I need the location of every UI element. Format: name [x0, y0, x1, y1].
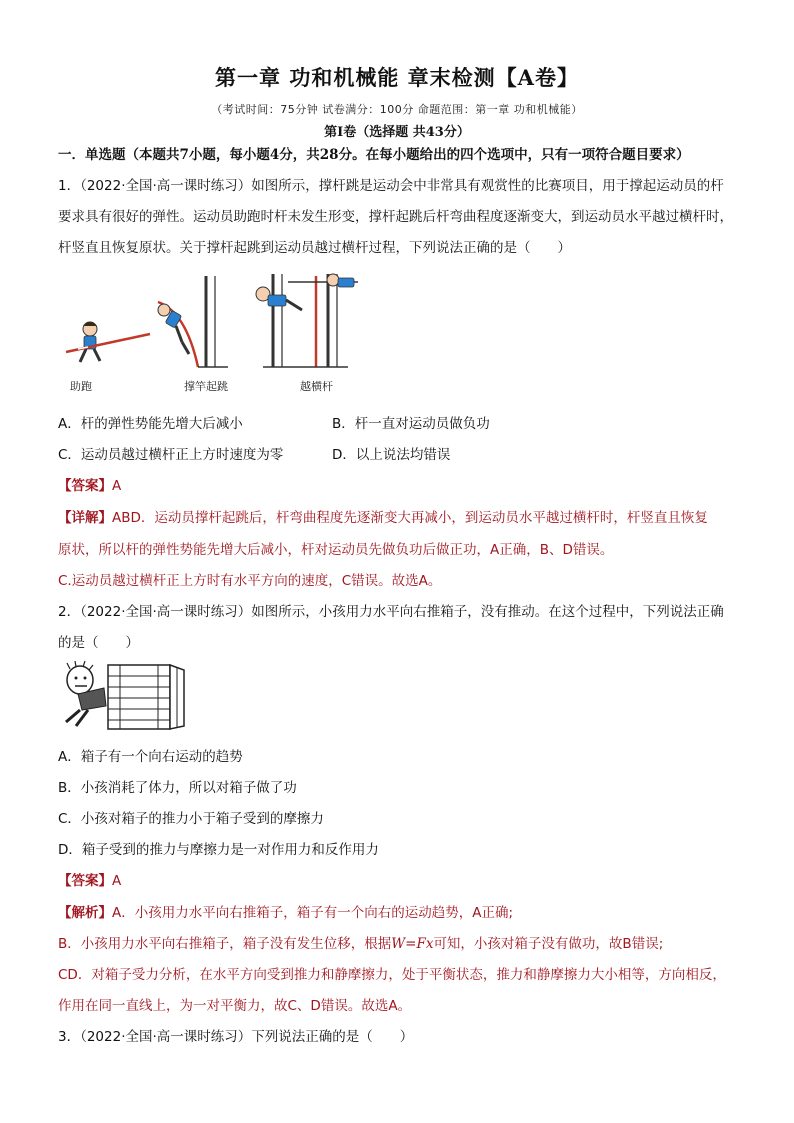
q1-option-a: A．杆的弹性势能先增大后减小 [58, 416, 243, 432]
q2-stem-line-2: 的是（ ） [58, 635, 139, 651]
q1-answer [58, 474, 121, 494]
q1-option-c: C．运动员越过横杆正上方时速度为零 [58, 447, 284, 463]
answer-tag: 【答案】 [58, 873, 112, 889]
child-pushing-box-figure [58, 660, 188, 732]
detail-text-a: B．小孩用力水平向右推箱子，箱子没有发生位移，根据 [58, 936, 392, 952]
q2-answer [58, 869, 121, 889]
q1-stem-line-1: 1．（2022·全国·高一课时练习）如图所示，撑杆跳是运动会中非常具有观赏性的比赛项目，用于撑起运动员的杆 [58, 178, 724, 194]
q1-detail-line-2: 原状，所以杆的弹性势能先增大后减小，杆对运动员先做负功后做正功，A正确，B、D错误。 [58, 542, 614, 558]
figure-label-clearance: 越横杆 [300, 380, 333, 393]
child-illustration [66, 661, 106, 726]
q2-option-a: A．箱子有一个向右运动的趋势 [58, 749, 243, 765]
detail-tag: 【详解】 [58, 510, 112, 526]
crate-illustration [108, 665, 184, 729]
answer-tag: 【答案】 [58, 478, 112, 494]
exam-info: （考试时间：75分钟 试卷满分：100分 命题范围：第一章 功和机械能） [211, 103, 583, 116]
section-heading: 一．单选题（本题共7小题，每小题4分，共28分。在每小题给出的四个选项中，只有一项符合题目要求） [58, 147, 690, 163]
q2-detail-line-1 [58, 901, 513, 921]
answer-value: A [112, 478, 122, 494]
high-bar-illustration-1 [198, 276, 228, 367]
runner-illustration [66, 322, 150, 362]
q2-option-c: C．小孩对箱子的推力小于箱子受到的摩擦力 [58, 811, 324, 827]
detail-tag: 【解析】 [58, 905, 112, 921]
page-title: 第一章 功和机械能 章末检测【A卷】 [215, 65, 579, 90]
q2-option-d: D．箱子受到的推力与摩擦力是一对作用力和反作用力 [58, 842, 379, 858]
q3-stem-line-1: 3．（2022·全国·高一课时练习）下列说法正确的是（ ） [58, 1029, 414, 1045]
answer-value: A [112, 873, 122, 889]
q1-stem-line-3: 杆竖直且恢复原状。关于撑杆起跳到运动员越过横杆过程，下列说法正确的是（ ） [58, 240, 571, 256]
bar-clearance-illustration [256, 274, 358, 367]
detail-text: A．小孩用力水平向右推箱子，箱子有一个向右的运动趋势，A正确; [112, 905, 514, 921]
pole-vault-figure [58, 262, 378, 372]
q1-option-d: D．以上说法均错误 [332, 447, 451, 463]
q2-option-b: B．小孩消耗了体力，所以对箱子做了功 [58, 780, 297, 796]
q1-option-b: B．杆一直对运动员做负功 [332, 416, 490, 432]
detail-text: ABD．运动员撑杆起跳后，杆弯曲程度先逐渐变大再减小，到运动员水平越过横杆时，杆竖直且恢复 [112, 510, 708, 526]
q2-stem-line-1: 2．（2022·全国·高一课时练习）如图所示，小孩用力水平向右推箱子，没有推动。在这个过程中，下列说法正确 [58, 604, 724, 620]
detail-text-b: 可知，小孩对箱子没有做功，故B错误; [433, 936, 664, 952]
figure-label-takeoff: 撑竿起跳 [184, 380, 228, 393]
q1-detail-line-1 [58, 506, 708, 526]
q1-detail-line-3: C.运动员越过横杆正上方时有水平方向的速度，C错误。故选A。 [58, 573, 442, 589]
q1-stem-line-2: 要求具有很好的弹性。运动员助跑时杆未发生形变，撑杆起跳后杆弯曲程度逐渐变大，到运动员水平越过横杆时， [58, 209, 733, 225]
figure-label-runup: 助跑 [70, 380, 92, 393]
q2-detail-line-4: 作用在同一直线上，为一对平衡力，故C、D错误。故选A。 [58, 998, 412, 1014]
work-formula: W=Fx [391, 936, 434, 952]
takeoff-illustration [158, 302, 198, 367]
volume-heading: 第Ⅰ卷（选择题 共43分） [324, 125, 470, 140]
q2-detail-line-2 [58, 932, 663, 952]
q2-detail-line-3: CD．对箱子受力分析，在水平方向受到推力和静摩擦力，处于平衡状态，推力和静摩擦力大小相等，方向相反， [58, 967, 726, 983]
